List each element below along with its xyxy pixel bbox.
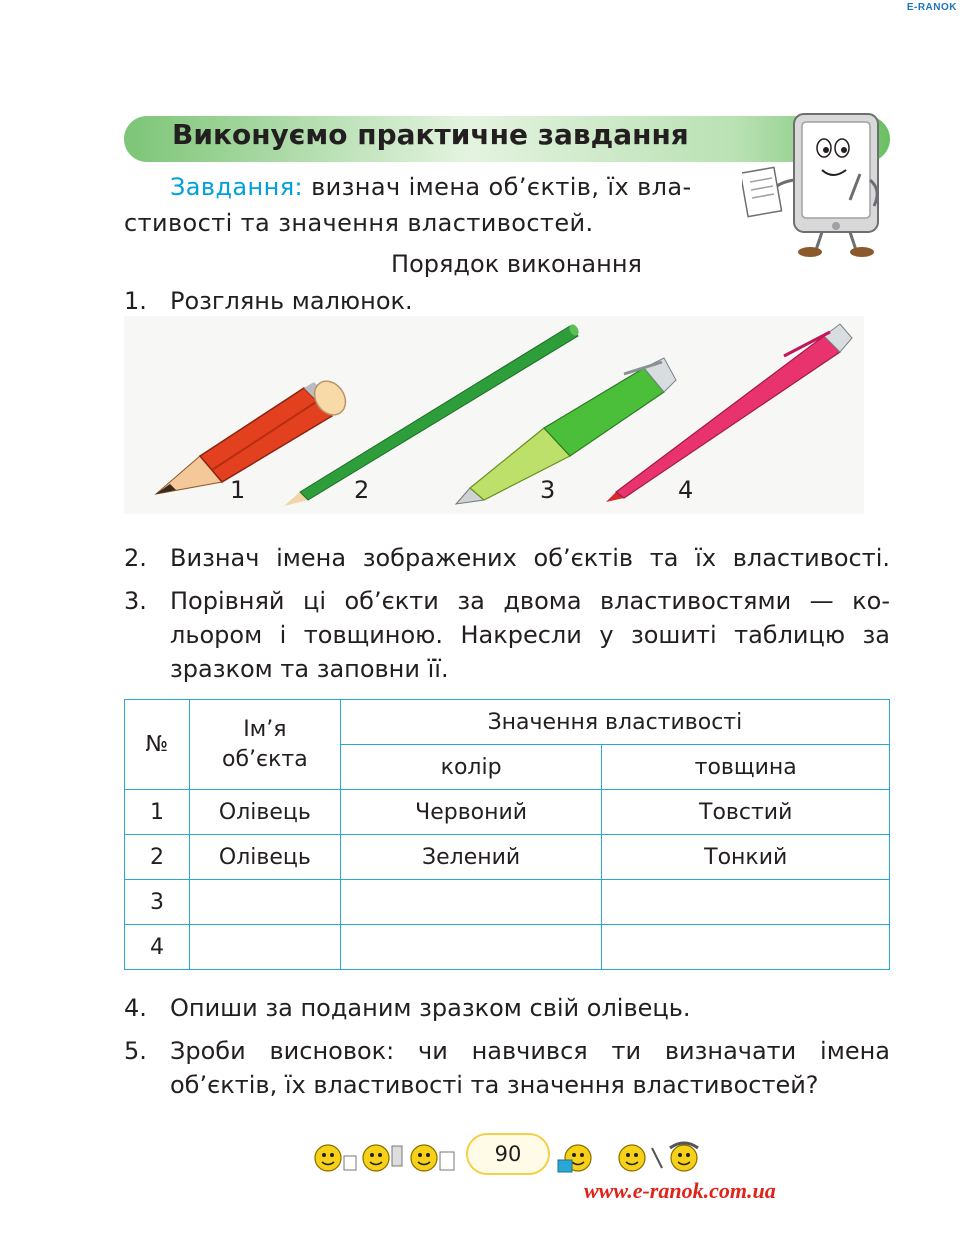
step-2-line-1: Визнач імена зображених об’єктів та їх властивості. <box>170 544 890 572</box>
header-object-name: Ім’я об’єкта <box>189 700 340 790</box>
step-4-text <box>170 991 890 1025</box>
picture-label-3: 3 <box>540 476 556 504</box>
cell-thickness: Товстий <box>602 790 890 835</box>
cell-number: 2 <box>125 835 190 880</box>
task-text-1: визнач імена об’єктів, їх вла- <box>311 173 692 201</box>
header-number: № <box>125 700 190 790</box>
pencils-and-pens-picture <box>124 316 864 514</box>
cell-number: 1 <box>125 790 190 835</box>
step-2-number: 2. <box>124 544 147 572</box>
red-pencil <box>156 375 352 494</box>
picture-label-2: 2 <box>354 476 370 504</box>
task-keyword: Завдання: <box>170 173 304 201</box>
table-row <box>125 835 890 880</box>
procedure-heading: Порядок виконання <box>391 250 642 278</box>
picture-label-1: 1 <box>230 476 246 504</box>
step-1-number: 1. <box>124 287 147 315</box>
step-5-number: 5. <box>124 1037 147 1065</box>
step-3-line-1: Порівняй ці об’єкти за двома властивостями — ко- <box>170 587 890 615</box>
cell-color: Червоний <box>340 790 602 835</box>
table-row <box>125 880 890 925</box>
picture-label-4: 4 <box>678 476 694 504</box>
step-1-line-1: Розглянь малюнок. <box>170 287 413 315</box>
header-thickness: товщина <box>602 745 890 790</box>
cell-name <box>189 880 340 925</box>
cell-color: Зелений <box>340 835 602 880</box>
header-property-values: Значення властивості <box>340 700 889 745</box>
step-4-line-1: Опиши за поданим зразком свій олівець. <box>170 994 691 1022</box>
pink-pen <box>606 324 852 502</box>
cell-thickness <box>602 880 890 925</box>
step-5-line-2: об’єктів, їх властивості та значення властивостей? <box>170 1071 819 1099</box>
task-text-2: стивості та значення властивостей. <box>124 209 594 237</box>
table-row <box>125 925 890 970</box>
cell-color <box>340 925 602 970</box>
cell-number: 3 <box>125 880 190 925</box>
step-5-text <box>170 1034 890 1102</box>
step-3-line-2: льором і товщиною. Накресли у зошиті таблицю за <box>170 621 890 649</box>
step-5-line-1: Зроби висновок: чи навчився ти визначати імена <box>170 1037 890 1065</box>
cell-name: Олівець <box>189 835 340 880</box>
cell-name <box>189 925 340 970</box>
publisher-logo: E-RANOK <box>906 2 957 13</box>
tablet-mascot-illustration <box>742 110 892 260</box>
step-3-text <box>170 584 890 686</box>
website-link[interactable]: www.e-ranok.com.ua <box>584 1178 776 1203</box>
step-3-number: 3. <box>124 587 147 615</box>
smiley-characters-right <box>556 1138 706 1178</box>
step-3-line-3: зразком та заповни її. <box>170 655 449 683</box>
step-4-number: 4. <box>124 994 147 1022</box>
table-row <box>125 790 890 835</box>
step-1-text <box>170 284 890 318</box>
cell-number: 4 <box>125 925 190 970</box>
page-number: 90 <box>466 1133 550 1175</box>
task-line-1 <box>124 170 714 204</box>
cell-name: Олівець <box>189 790 340 835</box>
cell-thickness: Тонкий <box>602 835 890 880</box>
smiley-characters-left <box>310 1138 460 1178</box>
cell-thickness <box>602 925 890 970</box>
header-color: колір <box>340 745 602 790</box>
section-title: Виконуємо практичне завдання <box>172 118 689 151</box>
cell-color <box>340 880 602 925</box>
step-2-text <box>170 541 890 575</box>
properties-table <box>124 699 890 970</box>
